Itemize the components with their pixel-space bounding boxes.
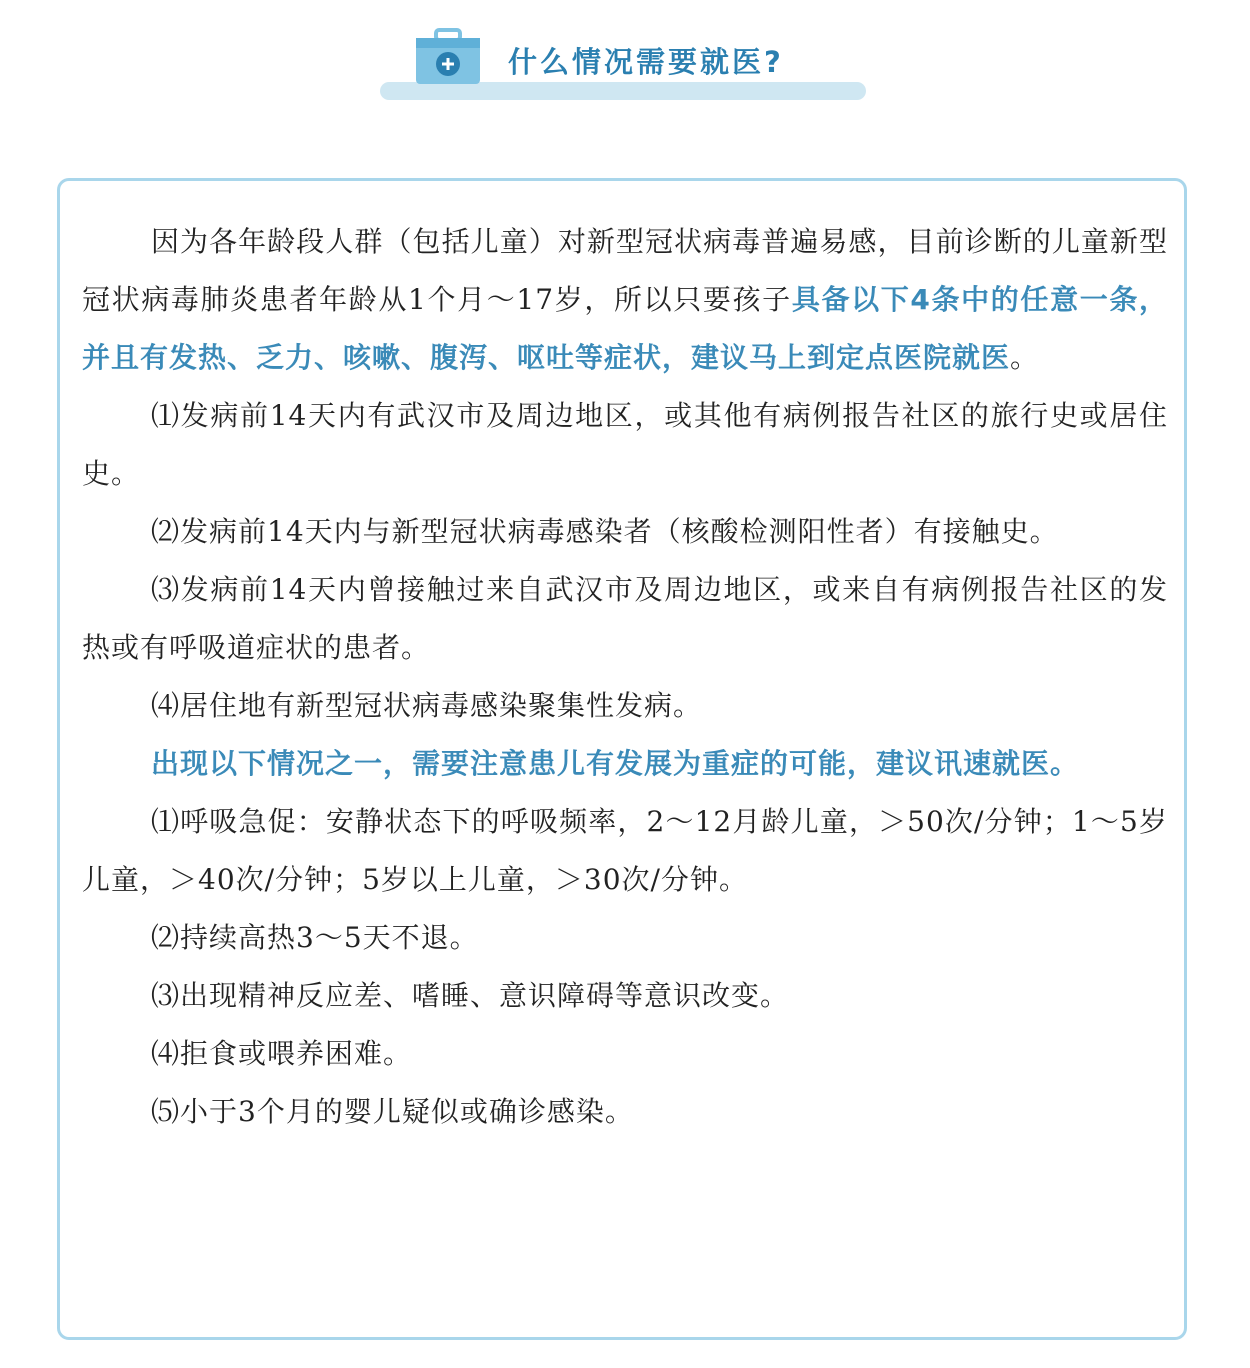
content-card [57,178,1187,1340]
severe-sign-item: ⑵持续高热3～5天不退。 [151,921,479,954]
criteria-item: ⑵发病前14天内与新型冠状病毒感染者（核酸检测阳性者）有接触史。 [151,515,1059,548]
criteria-item: ⑶发病前14天内曾接触过来自武汉市及周边地区，或来自有病例报告社区的发热或有呼吸道症状的患者。 [82,573,1168,664]
section-title: 什么情况需要就医? [508,45,784,79]
severe-sign-item: ⑴呼吸急促：安静状态下的呼吸频率，2～12月龄儿童，＞50次/分钟；1～5岁儿童，＞40次/分钟；5岁以上儿童，＞30次/分钟。 [82,805,1168,896]
intro-tail: 。 [1010,341,1040,374]
severe-sign-item: ⑷拒食或喂养困难。 [151,1037,413,1070]
intro-highlight: 具备以下4条中的任意一条，并且有发热、乏力、咳嗽、腹泻、呕吐等症状，建议马上到定点医院就医 [82,283,1168,374]
card-content [82,213,1168,1141]
intro-paragraph [82,213,1168,387]
severe-sign-item: ⑸小于3个月的婴儿疑似或确诊感染。 [151,1095,634,1128]
intro-text: 因为各年龄段人群（包括儿童）对新型冠状病毒普遍易感，目前诊断的儿童新型冠状病毒肺炎患者年龄从1个月～17岁，所以只要孩子 [82,225,1168,316]
criteria-item: ⑷居住地有新型冠状病毒感染聚集性发病。 [151,689,703,722]
section-header [380,22,866,102]
medical-kit-icon [414,28,482,86]
severe-heading: 出现以下情况之一，需要注意患儿有发展为重症的可能，建议讯速就医。 [151,747,1080,780]
severe-sign-item: ⑶出现精神反应差、嗜睡、意识障碍等意识改变。 [151,979,790,1012]
criteria-item: ⑴发病前14天内有武汉市及周边地区，或其他有病例报告社区的旅行史或居住史。 [82,399,1168,490]
